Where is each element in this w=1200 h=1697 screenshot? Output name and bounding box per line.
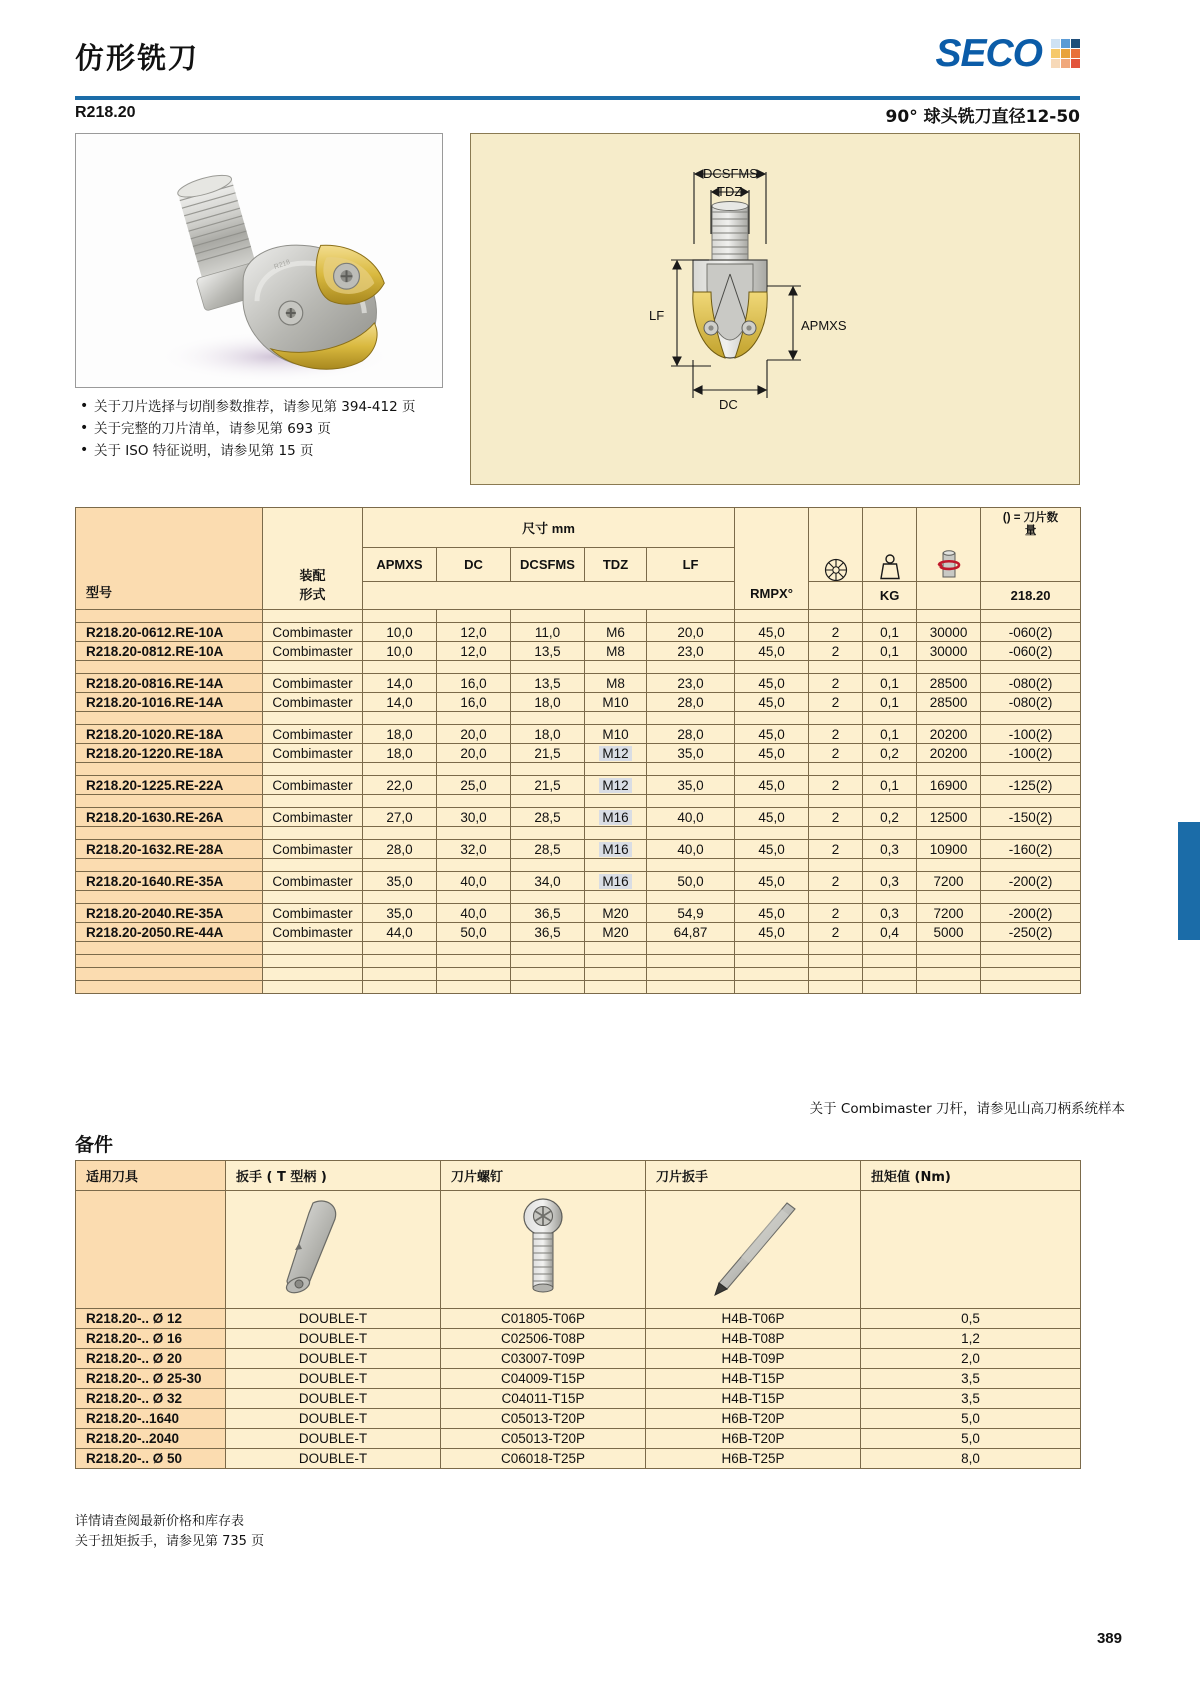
acc-cell-screw: C04011-T15P (441, 1389, 646, 1409)
cell-rmpx: 45,0 (735, 642, 809, 661)
col-header-kg-label: KG (863, 582, 917, 610)
cell-dcsfms: 36,5 (511, 923, 585, 942)
acc-cell-screw: C02506-T08P (441, 1329, 646, 1349)
col-header-apmxs: APMXS (363, 548, 437, 582)
accessory-row[interactable] (76, 1369, 1081, 1389)
cell-teeth: 2 (809, 904, 863, 923)
svg-text:TDZ: TDZ (717, 184, 743, 199)
cell-insert: -200(2) (981, 872, 1081, 891)
col-header-rmpx: RMPX° (735, 508, 809, 610)
acc-cell-key: H4B-T15P (646, 1369, 861, 1389)
cell-rpm: 28500 (917, 693, 981, 712)
cell-dcsfms: 28,5 (511, 808, 585, 827)
table-row[interactable] (76, 776, 1081, 795)
accessory-row[interactable] (76, 1449, 1081, 1469)
cell-teeth: 2 (809, 744, 863, 763)
teeth-count-icon (821, 551, 851, 581)
cell-insert: -080(2) (981, 674, 1081, 693)
specification-table (75, 507, 1081, 994)
col-header-dimensions: 尺寸 mm (363, 508, 735, 548)
cell-lf: 23,0 (647, 642, 735, 661)
cell-teeth: 2 (809, 623, 863, 642)
cell-mount: Combimaster (263, 693, 363, 712)
acc-cell-tool: R218.20-.. Ø 20 (76, 1349, 226, 1369)
table-spacer-row (76, 955, 1081, 968)
cell-mount: Combimaster (263, 623, 363, 642)
col-header-teeth-value (809, 582, 863, 610)
cell-dc: 30,0 (437, 808, 511, 827)
cell-kg: 0,1 (863, 642, 917, 661)
cell-apmxs: 22,0 (363, 776, 437, 795)
cell-kg: 0,1 (863, 776, 917, 795)
col-header-model: 型号 (76, 508, 263, 610)
cell-model: R218.20-1020.RE-18A (76, 725, 263, 744)
acc-cell-wrench: DOUBLE-T (226, 1349, 441, 1369)
cell-insert: -125(2) (981, 776, 1081, 795)
page-number: 389 (1096, 1630, 1122, 1647)
col-header-lf: LF (647, 548, 735, 582)
acc-col-screw: 刀片螺钉 (441, 1161, 646, 1191)
cell-teeth: 2 (809, 693, 863, 712)
cell-apmxs: 27,0 (363, 808, 437, 827)
cell-rmpx: 45,0 (735, 904, 809, 923)
cell-dcsfms: 18,0 (511, 693, 585, 712)
cell-model: R218.20-1632.RE-28A (76, 840, 263, 859)
reference-notes (78, 396, 498, 462)
specification-rows (76, 623, 1081, 994)
acc-cell-torque: 0,5 (861, 1309, 1081, 1329)
col-header-teeth-icon-cell (809, 508, 863, 582)
cell-rmpx: 45,0 (735, 744, 809, 763)
acc-cell-torque: 5,0 (861, 1429, 1081, 1449)
acc-cell-key: H4B-T08P (646, 1329, 861, 1349)
table-row[interactable] (76, 623, 1081, 642)
col-header-insert-series: 218.20 (981, 582, 1081, 610)
acc-cell-screw: C06018-T25P (441, 1449, 646, 1469)
cell-mount: Combimaster (263, 744, 363, 763)
cell-lf: 23,0 (647, 674, 735, 693)
table-spacer-row (76, 942, 1081, 955)
cell-mount: Combimaster (263, 642, 363, 661)
cell-model: R218.20-1016.RE-14A (76, 693, 263, 712)
mount-line2: 形式 (299, 587, 326, 602)
cell-rmpx: 45,0 (735, 808, 809, 827)
accessories-header-row (76, 1161, 1081, 1191)
cell-dc: 16,0 (437, 674, 511, 693)
seco-color-blocks (1051, 39, 1080, 68)
cell-model: R218.20-1640.RE-35A (76, 872, 263, 891)
cell-rmpx: 45,0 (735, 623, 809, 642)
acc-cell-tool: R218.20-.. Ø 12 (76, 1309, 226, 1329)
cell-dcsfms: 13,5 (511, 674, 585, 693)
accessory-row[interactable] (76, 1329, 1081, 1349)
cell-lf: 35,0 (647, 776, 735, 795)
cell-rpm: 10900 (917, 840, 981, 859)
table-spacer-row (76, 891, 1081, 904)
cell-rmpx: 45,0 (735, 674, 809, 693)
table-row[interactable] (76, 872, 1081, 891)
cell-apmxs: 44,0 (363, 923, 437, 942)
table-spacer-row (76, 795, 1081, 808)
cell-apmxs: 35,0 (363, 872, 437, 891)
page-footer-notes (75, 1512, 264, 1552)
cell-tdz: M12 (585, 744, 647, 763)
cell-rpm: 12500 (917, 808, 981, 827)
cell-dc: 32,0 (437, 840, 511, 859)
cell-lf: 40,0 (647, 808, 735, 827)
acc-cell-tool: R218.20-..1640 (76, 1409, 226, 1429)
cell-insert: -100(2) (981, 744, 1081, 763)
cell-mount: Combimaster (263, 840, 363, 859)
table-spacer-row (76, 859, 1081, 872)
table-row[interactable] (76, 725, 1081, 744)
accessories-title: 备件 (75, 1134, 114, 1156)
seco-logo (935, 34, 1080, 73)
cell-dcsfms: 11,0 (511, 623, 585, 642)
cell-rmpx: 45,0 (735, 725, 809, 744)
acc-cell-screw: C05013-T20P (441, 1409, 646, 1429)
t-handle-wrench-icon (273, 1195, 393, 1300)
svg-text:R218: R218 (273, 258, 292, 272)
cell-rpm: 28500 (917, 674, 981, 693)
cell-dc: 50,0 (437, 923, 511, 942)
cell-apmxs: 10,0 (363, 623, 437, 642)
cell-rmpx: 45,0 (735, 693, 809, 712)
cell-teeth: 2 (809, 923, 863, 942)
header-spacer (363, 582, 735, 610)
acc-cell-wrench: DOUBLE-T (226, 1369, 441, 1389)
section-side-tab (1178, 822, 1200, 940)
cell-rpm: 7200 (917, 872, 981, 891)
table-row[interactable] (76, 923, 1081, 942)
cell-dc: 20,0 (437, 725, 511, 744)
cell-lf: 28,0 (647, 693, 735, 712)
cell-lf: 54,9 (647, 904, 735, 923)
acc-cell-key: H6B-T20P (646, 1429, 861, 1449)
cell-insert: -080(2) (981, 693, 1081, 712)
acc-cell-torque: 2,0 (861, 1349, 1081, 1369)
cell-mount: Combimaster (263, 808, 363, 827)
table-spacer-row (76, 661, 1081, 674)
cell-insert: -060(2) (981, 642, 1081, 661)
table-header-row-1 (76, 508, 1081, 548)
acc-col-key: 刀片扳手 (646, 1161, 861, 1191)
cell-kg: 0,3 (863, 840, 917, 859)
col-header-weight-icon-cell (863, 508, 917, 582)
cell-dcsfms: 21,5 (511, 776, 585, 795)
note-item: • 关于刀片选择与切削参数推荐，请参见第 394-412 页 (78, 396, 498, 418)
cell-tdz: M12 (585, 776, 647, 795)
col-header-rpm-icon-cell (917, 508, 981, 582)
mount-line1: 装配 (299, 568, 326, 583)
col-header-tdz: TDZ (585, 548, 647, 582)
seco-wordmark: SECO (935, 32, 1042, 75)
accessories-image-row (76, 1191, 1081, 1309)
acc-cell-key: H4B-T09P (646, 1349, 861, 1369)
cell-insert: -100(2) (981, 725, 1081, 744)
acc-cell-torque: 5,0 (861, 1409, 1081, 1429)
cell-apmxs: 14,0 (363, 674, 437, 693)
cell-dcsfms: 21,5 (511, 744, 585, 763)
accessories-rows (76, 1309, 1081, 1469)
table-spacer-row (76, 610, 1081, 623)
cell-apmxs: 10,0 (363, 642, 437, 661)
acc-cell-wrench: DOUBLE-T (226, 1329, 441, 1349)
table-spacer-row (76, 712, 1081, 725)
cell-rmpx: 45,0 (735, 872, 809, 891)
cell-dc: 16,0 (437, 693, 511, 712)
acc-cell-wrench: DOUBLE-T (226, 1449, 441, 1469)
cell-teeth: 2 (809, 808, 863, 827)
combimaster-footnote: 关于 Combimaster 刀杆，请参见山高刀柄系统样本 (809, 1101, 1125, 1117)
cell-tdz: M20 (585, 904, 647, 923)
product-photo (75, 133, 443, 388)
cell-mount: Combimaster (263, 674, 363, 693)
acc-cell-wrench: DOUBLE-T (226, 1389, 441, 1409)
acc-cell-torque: 3,5 (861, 1389, 1081, 1409)
accessory-row[interactable] (76, 1389, 1081, 1409)
max-rpm-icon (932, 547, 966, 581)
cell-teeth: 2 (809, 642, 863, 661)
cell-apmxs: 18,0 (363, 744, 437, 763)
insert-key-icon (693, 1195, 813, 1300)
acc-pic-key (646, 1191, 861, 1309)
acc-cell-screw: C03007-T09P (441, 1349, 646, 1369)
cell-lf: 50,0 (647, 872, 735, 891)
cell-mount: Combimaster (263, 904, 363, 923)
cell-kg: 0,3 (863, 872, 917, 891)
table-spacer-row (76, 827, 1081, 840)
acc-cell-torque: 8,0 (861, 1449, 1081, 1469)
col-header-mount (263, 508, 363, 610)
cell-kg: 0,1 (863, 674, 917, 693)
cell-tdz: M16 (585, 808, 647, 827)
cell-rmpx: 45,0 (735, 840, 809, 859)
svg-text:APMXS: APMXS (801, 318, 847, 333)
table-row[interactable] (76, 642, 1081, 661)
cell-mount: Combimaster (263, 872, 363, 891)
insert-screw-icon (498, 1195, 588, 1300)
cell-rpm: 30000 (917, 642, 981, 661)
table-row[interactable] (76, 808, 1081, 827)
note-item: • 关于完整的刀片清单，请参见第 693 页 (78, 418, 498, 440)
acc-cell-tool: R218.20-.. Ø 16 (76, 1329, 226, 1349)
acc-col-wrench: 扳手 ( T 型柄 ) (226, 1161, 441, 1191)
cell-tdz: M10 (585, 725, 647, 744)
cell-rmpx: 45,0 (735, 923, 809, 942)
acc-col-torque: 扭矩值 (Nm) (861, 1161, 1081, 1191)
acc-pic-empty (76, 1191, 226, 1309)
cell-dc: 12,0 (437, 642, 511, 661)
cell-insert: -060(2) (981, 623, 1081, 642)
cell-rpm: 16900 (917, 776, 981, 795)
cell-dc: 25,0 (437, 776, 511, 795)
cell-lf: 64,87 (647, 923, 735, 942)
acc-cell-tool: R218.20-.. Ø 50 (76, 1449, 226, 1469)
svg-text:DC: DC (719, 397, 738, 412)
cell-dc: 20,0 (437, 744, 511, 763)
table-row[interactable] (76, 840, 1081, 859)
cell-teeth: 2 (809, 840, 863, 859)
table-spacer-row (76, 981, 1081, 994)
dimension-diagram (470, 133, 1080, 485)
note-item: • 关于 ISO 特征说明，请参见第 15 页 (78, 440, 498, 462)
accessory-row[interactable] (76, 1349, 1081, 1369)
acc-cell-wrench: DOUBLE-T (226, 1429, 441, 1449)
footer-line-1: 详情请查阅最新价格和库存表 (75, 1514, 245, 1529)
cell-teeth: 2 (809, 674, 863, 693)
cell-tdz: M16 (585, 872, 647, 891)
cell-model: R218.20-2040.RE-35A (76, 904, 263, 923)
table-spacer-row (76, 968, 1081, 981)
acc-cell-torque: 3,5 (861, 1369, 1081, 1389)
table-row[interactable] (76, 693, 1081, 712)
cell-model: R218.20-2050.RE-44A (76, 923, 263, 942)
cell-lf: 28,0 (647, 725, 735, 744)
acc-pic-screw (441, 1191, 646, 1309)
cell-lf: 35,0 (647, 744, 735, 763)
cell-dcsfms: 36,5 (511, 904, 585, 923)
insert-note-line2: 量 (1024, 525, 1037, 537)
acc-cell-key: H4B-T15P (646, 1389, 861, 1409)
cell-dc: 12,0 (437, 623, 511, 642)
cell-dc: 40,0 (437, 872, 511, 891)
cell-tdz: M6 (585, 623, 647, 642)
acc-cell-key: H4B-T06P (646, 1309, 861, 1329)
cell-mount: Combimaster (263, 776, 363, 795)
accessory-row[interactable] (76, 1409, 1081, 1429)
col-header-rpm-value (917, 582, 981, 610)
cell-insert: -160(2) (981, 840, 1081, 859)
cell-mount: Combimaster (263, 725, 363, 744)
footer-line-2: 关于扭矩扳手，请参见第 735 页 (75, 1534, 265, 1549)
cell-tdz: M8 (585, 642, 647, 661)
table-row[interactable] (76, 904, 1081, 923)
cell-apmxs: 14,0 (363, 693, 437, 712)
cell-apmxs: 35,0 (363, 904, 437, 923)
product-subtitle: 90° 球头铣刀直径12-50 (885, 107, 1080, 127)
page-title: 仿形铣刀 (75, 41, 200, 75)
acc-cell-screw: C01805-T06P (441, 1309, 646, 1329)
acc-cell-tool: R218.20-.. Ø 32 (76, 1389, 226, 1409)
accessory-row[interactable] (76, 1429, 1081, 1449)
header-divider (75, 96, 1080, 100)
weight-kg-icon (875, 551, 905, 581)
cell-rpm: 5000 (917, 923, 981, 942)
cell-insert: -250(2) (981, 923, 1081, 942)
cell-kg: 0,1 (863, 693, 917, 712)
cell-dcsfms: 34,0 (511, 872, 585, 891)
col-header-dcsfms: DCSFMS (511, 548, 585, 582)
acc-pic-wrench (226, 1191, 441, 1309)
dimension-diagram-svg (471, 134, 1079, 484)
acc-cell-wrench: DOUBLE-T (226, 1309, 441, 1329)
svg-text:LF: LF (649, 308, 665, 323)
cell-model: R218.20-0612.RE-10A (76, 623, 263, 642)
acc-cell-tool: R218.20-..2040 (76, 1429, 226, 1449)
table-row[interactable] (76, 674, 1081, 693)
cell-teeth: 2 (809, 776, 863, 795)
insert-note-line1: () = 刀片数 (1002, 512, 1059, 524)
cell-dcsfms: 28,5 (511, 840, 585, 859)
page-header (75, 28, 1080, 106)
acc-cell-torque: 1,2 (861, 1329, 1081, 1349)
table-spacer-row (76, 763, 1081, 776)
cell-dcsfms: 13,5 (511, 642, 585, 661)
cell-rmpx: 45,0 (735, 776, 809, 795)
cell-model: R218.20-1225.RE-22A (76, 776, 263, 795)
cell-kg: 0,3 (863, 904, 917, 923)
cell-kg: 0,4 (863, 923, 917, 942)
acc-cell-screw: C05013-T20P (441, 1429, 646, 1449)
cell-model: R218.20-1220.RE-18A (76, 744, 263, 763)
cell-apmxs: 28,0 (363, 840, 437, 859)
cell-model: R218.20-0816.RE-14A (76, 674, 263, 693)
cell-dcsfms: 18,0 (511, 725, 585, 744)
cell-model: R218.20-1630.RE-26A (76, 808, 263, 827)
cell-model: R218.20-0812.RE-10A (76, 642, 263, 661)
acc-cell-screw: C04009-T15P (441, 1369, 646, 1389)
cell-lf: 20,0 (647, 623, 735, 642)
product-code: R218.20 (75, 104, 136, 121)
col-header-dc: DC (437, 548, 511, 582)
cell-tdz: M8 (585, 674, 647, 693)
cell-tdz: M10 (585, 693, 647, 712)
acc-col-tool: 适用刀具 (76, 1161, 226, 1191)
product-photo-image (76, 134, 442, 388)
accessory-row[interactable] (76, 1309, 1081, 1329)
cell-rpm: 20200 (917, 725, 981, 744)
acc-cell-wrench: DOUBLE-T (226, 1409, 441, 1429)
cell-apmxs: 18,0 (363, 725, 437, 744)
cell-lf: 40,0 (647, 840, 735, 859)
col-header-insert-note (981, 508, 1081, 582)
cell-rpm: 7200 (917, 904, 981, 923)
cell-rpm: 30000 (917, 623, 981, 642)
cell-dc: 40,0 (437, 904, 511, 923)
cell-kg: 0,2 (863, 744, 917, 763)
cell-kg: 0,1 (863, 623, 917, 642)
cell-insert: -200(2) (981, 904, 1081, 923)
cell-rpm: 20200 (917, 744, 981, 763)
acc-cell-key: H6B-T20P (646, 1409, 861, 1429)
acc-pic-torque-empty (861, 1191, 1081, 1309)
cell-teeth: 2 (809, 725, 863, 744)
svg-text:DCSFMS: DCSFMS (703, 166, 758, 181)
cell-insert: -150(2) (981, 808, 1081, 827)
cell-kg: 0,2 (863, 808, 917, 827)
cell-mount: Combimaster (263, 923, 363, 942)
cell-teeth: 2 (809, 872, 863, 891)
accessories-table (75, 1160, 1081, 1469)
cell-tdz: M20 (585, 923, 647, 942)
acc-cell-tool: R218.20-.. Ø 25-30 (76, 1369, 226, 1389)
cell-tdz: M16 (585, 840, 647, 859)
table-row[interactable] (76, 744, 1081, 763)
cell-kg: 0,1 (863, 725, 917, 744)
acc-cell-key: H6B-T25P (646, 1449, 861, 1469)
